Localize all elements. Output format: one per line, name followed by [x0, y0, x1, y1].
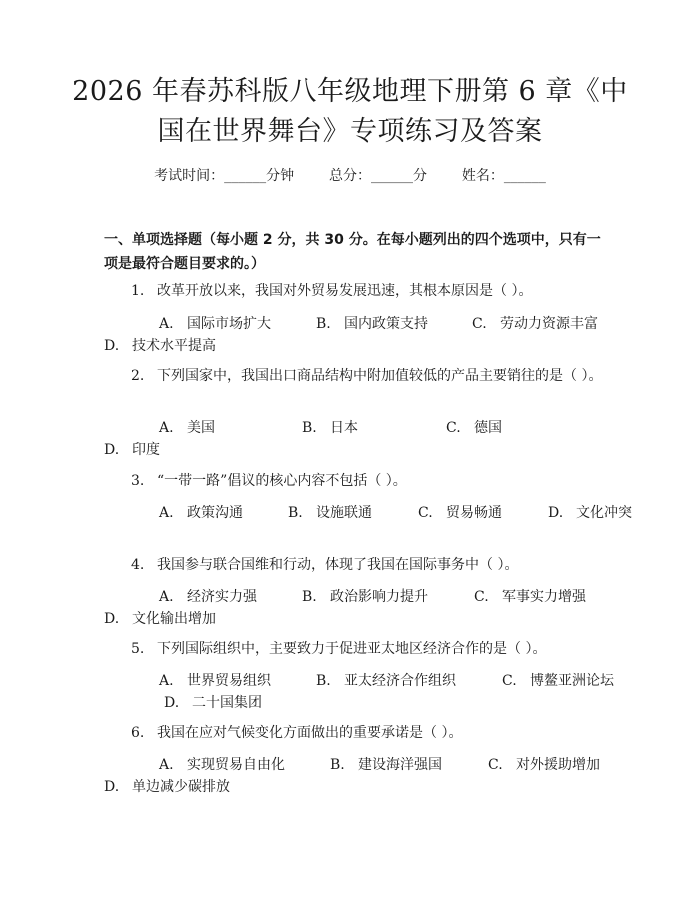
question-text: 下列国际组织中，主要致力于促进亚太地区经济合作的是（ ）。: [157, 641, 547, 657]
question-stem: [104, 470, 604, 492]
option-a: A. 美国: [159, 420, 215, 436]
question-options: [104, 670, 614, 714]
exam-time: 考试时间：______分钟: [154, 168, 295, 184]
option-d: D. 单边减少碳排放: [104, 779, 230, 795]
option-a: A. 国际市场扩大: [159, 316, 271, 332]
option-a: A. 经济实力强: [159, 589, 257, 605]
option-d: D. 技术水平提高: [104, 338, 216, 354]
option-b: B. 亚太经济合作组织: [316, 673, 456, 689]
question-stem: [104, 638, 604, 660]
option-d: D. 文化冲突: [548, 505, 632, 521]
question-text: 下列国家中，我国出口商品结构中附加值较低的产品主要销往的是（ ）。: [157, 368, 603, 384]
option-b: B. 设施联通: [288, 505, 372, 521]
question-text: 我国在应对气候变化方面做出的重要承诺是（ ）。: [157, 725, 463, 741]
question-stem: [104, 722, 604, 744]
question-options: [104, 502, 632, 524]
question-options: [104, 754, 604, 798]
option-c: C. 博鳌亚洲论坛: [502, 673, 614, 689]
exam-score: 总分：______分: [329, 168, 427, 184]
question-options: [104, 417, 604, 461]
option-b: B. 政治影响力提升: [302, 589, 428, 605]
question-options: [104, 586, 604, 630]
option-d: D. 印度: [104, 442, 160, 458]
question-options: [104, 313, 604, 357]
option-c: C. 劳动力资源丰富: [472, 316, 598, 332]
question-number: 6.: [131, 725, 145, 741]
option-b: B. 国内政策支持: [316, 316, 428, 332]
question-number: 2.: [131, 368, 145, 384]
option-a: A. 政策沟通: [159, 505, 243, 521]
exam-name: 姓名：______: [461, 168, 546, 184]
option-d: D. 文化输出增加: [104, 611, 216, 627]
question-text: 我国参与联合国维和行动，体现了我国在国际事务中（ ）。: [157, 557, 519, 573]
option-a: A. 世界贸易组织: [159, 673, 271, 689]
question-number: 1.: [131, 283, 145, 299]
question-stem: [104, 280, 604, 302]
option-d: D. 二十国集团: [164, 695, 262, 711]
question-number: 5.: [131, 641, 145, 657]
option-c: C. 军事实力增强: [474, 589, 586, 605]
question-text: 改革开放以来，我国对外贸易发展迅速，其根本原因是（ ）。: [157, 283, 533, 299]
option-c: C. 对外援助增加: [488, 757, 600, 773]
option-b: B. 日本: [302, 420, 358, 436]
question-stem: [104, 365, 604, 387]
option-c: C. 德国: [446, 420, 502, 436]
question-number: 3.: [131, 473, 145, 489]
option-a: A. 实现贸易自由化: [159, 757, 285, 773]
question-number: 4.: [131, 557, 145, 573]
option-c: C. 贸易畅通: [418, 505, 502, 521]
exam-meta: [100, 166, 600, 186]
section-heading: 一、单项选择题（每小题 2 分，共 30 分。在每小题列出的四个选项中，只有一项是最符合题目要求的。）: [104, 232, 601, 272]
question-text: “一带一路”倡议的核心内容不包括（ ）。: [157, 473, 407, 489]
option-b: B. 建设海洋强国: [330, 757, 442, 773]
question-stem: [104, 554, 604, 576]
document-title: 2026 年春苏科版八年级地理下册第 6 章《中国在世界舞台》专项练习及答案: [72, 76, 628, 147]
